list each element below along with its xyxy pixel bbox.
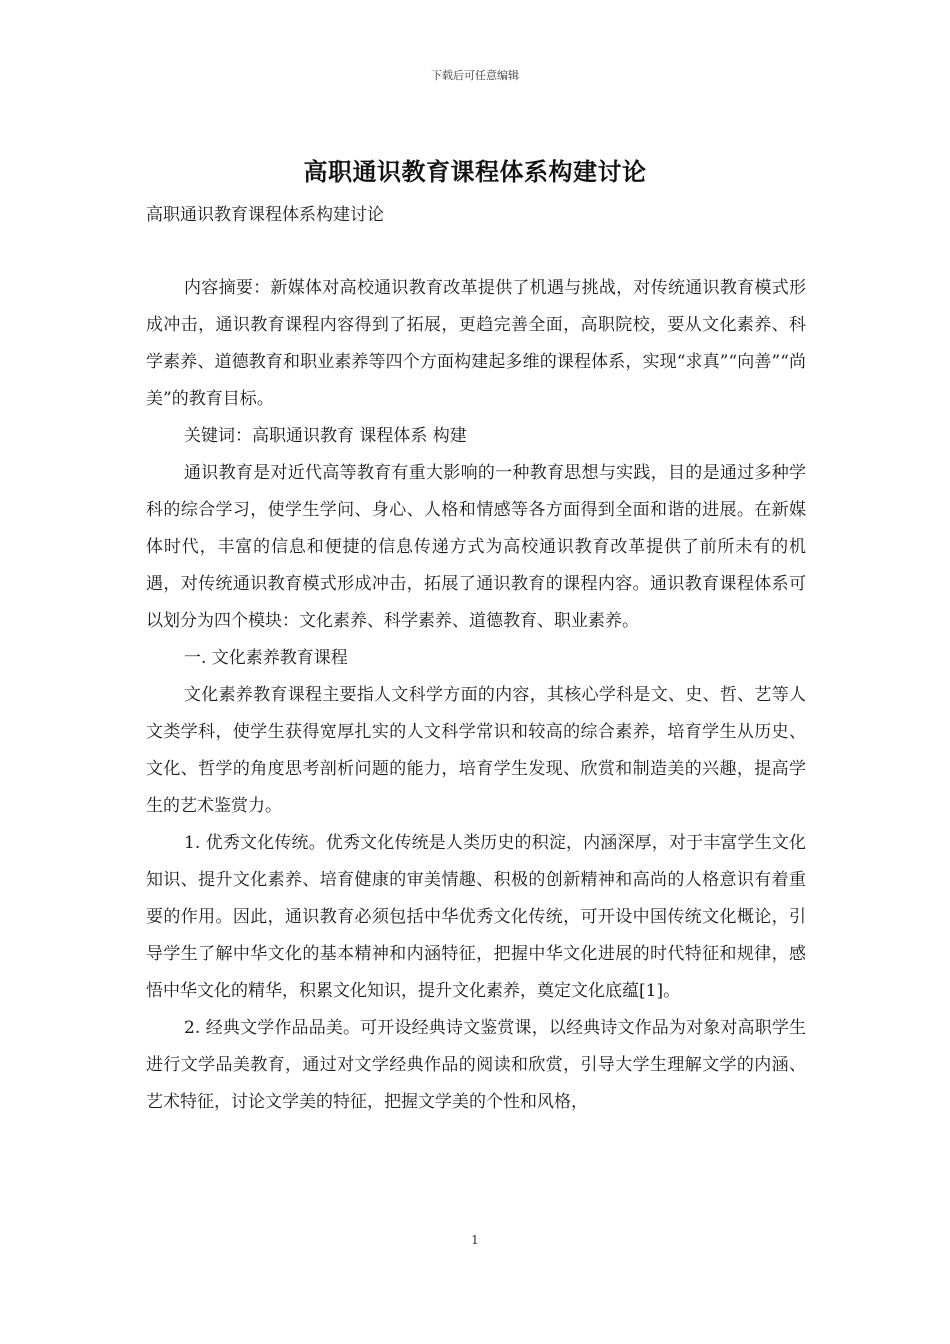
document-body	[146, 270, 806, 1121]
document-title: 高职通识教育课程体系构建讨论	[303, 158, 647, 186]
document-subtitle: 高职通识教育课程体系构建讨论	[146, 205, 384, 225]
intro-paragraph: 通识教育是对近代高等教育有重大影响的一种教育思想与实践，目的是通过多种学科的综合学习，使学生学问、身心、人格和情感等各方面得到全面和谐的进展。在新媒体时代，丰富的信息和便捷的信息传递方式为高校通识教育改革提供了前所未有的机遇，对传统通识教育模式形成冲击，拓展了通识教育的课程内容。通识教育课程体系可以划分为四个模块：文化素养、科学素养、道德教育、职业素养。	[146, 463, 806, 631]
body-paragraph: 1. 优秀文化传统。优秀文化传统是人类历史的积淀，内涵深厚，对于丰富学生文化知识、提升文化素养、培育健康的审美情趣、积极的创新精神和高尚的人格意识有着重要的作用。因此，通识教育必须包括中华优秀文化传统，可开设中国传统文化概论，引导学生了解中华文化的基本精神和内涵特征，把握中华文化进展的时代特征和规律，感悟中华文化的精华，积累文化知识，提升文化素养，奠定文化底蕴[1]。	[146, 833, 806, 1001]
page-number: 1	[471, 1233, 479, 1247]
abstract-paragraph: 内容摘要：新媒体对高校通识教育改革提供了机遇与挑战，对传统通识教育模式形成冲击，通识教育课程内容得到了拓展，更趋完善全面，高职院校，要从文化素养、科学素养、道德教育和职业素养等四个方面构建起多维的课程体系，实现“求真”“向善”“尚美”的教育目标。	[146, 278, 806, 409]
body-paragraph: 文化素养教育课程主要指人文科学方面的内容，其核心学科是文、史、哲、艺等人文类学科，使学生获得宽厚扎实的人文科学常识和较高的综合素养，培育学生从历史、文化、哲学的角度思考剖析问题的能力，培育学生发现、欣赏和制造美的兴趣，提高学生的艺术鉴赏力。	[146, 685, 806, 816]
header-note: 下载后可任意编辑	[431, 69, 519, 82]
section-heading: 一. 文化素养教育课程	[184, 648, 348, 668]
keywords-paragraph: 关键词：高职通识教育 课程体系 构建	[184, 426, 467, 446]
body-paragraph: 2. 经典文学作品品美。可开设经典诗文鉴赏课，以经典诗文作品为对象对高职学生进行文学品美教育，通过对文学经典作品的阅读和欣赏，引导大学生理解文学的内涵、艺术特征，讨论文学美的特征，把握文学美的个性和风格，	[146, 1018, 806, 1112]
